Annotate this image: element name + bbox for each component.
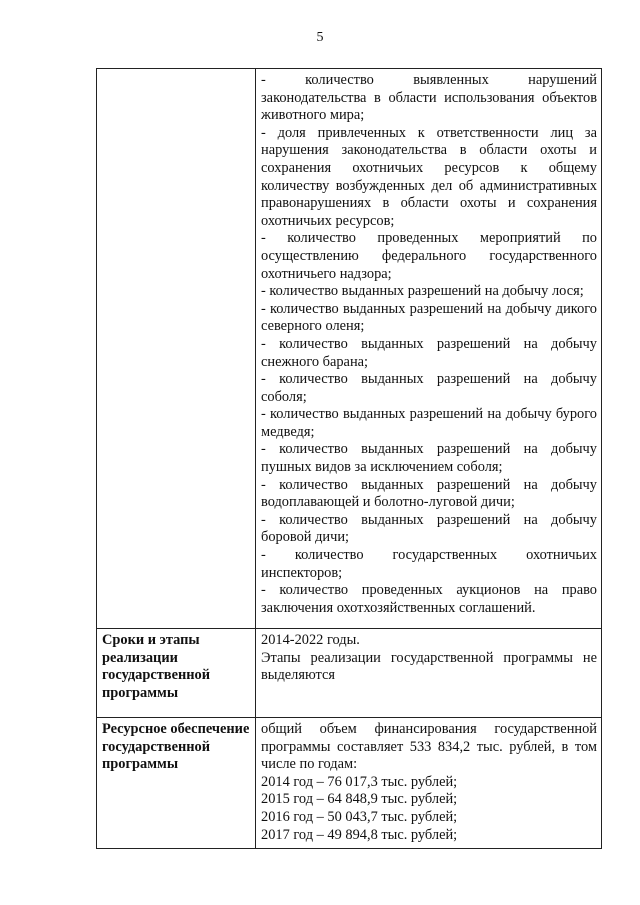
list-item: - доля привлеченных к ответственности лиц за нарушения законодательства в области охоты и сохранения охотничьих ресурсов к общему количеству возбужденных дел об административных правонарушениях в области охоты и сохранения охотничьих ресурсов; (261, 124, 597, 229)
funding-year-line: 2015 год – 64 848,9 тыс. рублей; (261, 791, 458, 808)
indicators-list (256, 69, 602, 629)
paragraph: Этапы реализации государственной программы не выделяются (261, 649, 597, 684)
table-row-timeline (97, 629, 602, 718)
table-row-indicators (97, 69, 602, 629)
row-label: Сроки и этапы реализации государственной программы (97, 629, 256, 718)
list-item: - количество проведенных аукционов на право заключения охотхозяйственных соглашений. (261, 582, 597, 616)
list-item: - количество выданных разрешений на добычу пушных видов за исключением соболя; (261, 441, 597, 476)
funding-year-line: 2017 год – 49 894,8 тыс. рублей; (261, 826, 458, 843)
list-item: - количество выданных разрешений на добычу водоплавающей и болотно-луговой дичи; (261, 476, 597, 511)
list-item: - количество выданных разрешений на добычу снежного барана; (261, 335, 597, 370)
list-item: - количество выданных разрешений на добычу бурого медведя; (261, 406, 597, 440)
list-item: - количество выданных разрешений на добычу дикого северного оленя; (261, 300, 597, 335)
list-item: - количество проведенных мероприятий по осуществлению федерального государственного охотничьего надзора; (261, 230, 597, 282)
list-item: - количество государственных охотничьих инспекторов; (261, 547, 597, 581)
funding-year-line: 2014 год – 76 017,3 тыс. рублей; (261, 773, 458, 790)
paragraph: общий объем финансирования государственной программы составляет 533 834,2 тыс. рублей, в том числе по годам: (261, 721, 597, 773)
funding-year-line: 2016 год – 50 043,7 тыс. рублей; (261, 808, 458, 825)
list-item: - количество выданных разрешений на добычу лося; (261, 283, 584, 300)
timeline-text (256, 629, 602, 718)
table-row-funding (97, 718, 602, 849)
row-label (97, 69, 256, 629)
paragraph: 2014-2022 годы. (261, 632, 360, 648)
list-item: - количество выявленных нарушений законодательства в области использования объектов животного мира; (261, 72, 597, 124)
program-passport-table (96, 68, 602, 849)
list-item: - количество выданных разрешений на добычу соболя; (261, 371, 597, 405)
row-label: Ресурсное обеспечение государственной программы (97, 718, 256, 849)
page-number: 5 (316, 30, 324, 45)
list-item: - количество выданных разрешений на добычу боровой дичи; (261, 511, 597, 546)
funding-text (256, 718, 602, 849)
